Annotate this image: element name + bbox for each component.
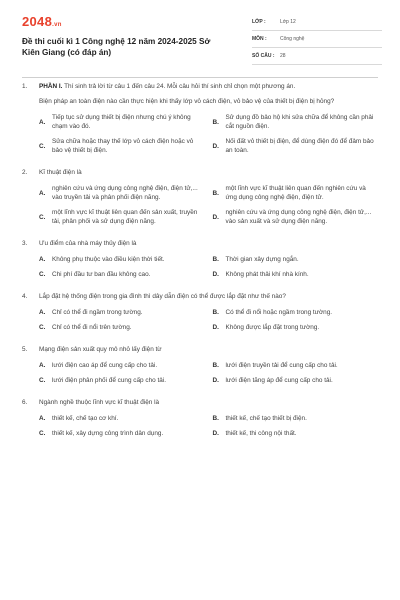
option-letter: B. [212, 118, 219, 126]
option-text: nghiên cứu và ứng dụng công nghệ điện, điện tử,... vào sản xuất và sử dụng điện năng. [225, 209, 372, 225]
answer-option-b[interactable] [213, 361, 379, 370]
answer-option-d[interactable] [213, 429, 379, 438]
option-letter: B. [212, 415, 219, 422]
option-text: thiết kế, chế tạo thiết bị điện. [225, 415, 307, 422]
question-text: Ngành nghề thuộc lĩnh vực kĩ thuật điện là [39, 399, 160, 406]
info-row-class [252, 14, 382, 31]
answer-option-c[interactable] [39, 429, 205, 438]
option-letter: D. [212, 430, 219, 437]
question-text: Lắp đặt hệ thống điện trong gia đình thì dây dẫn điện có thể được lắp đặt như thế nào? [39, 293, 286, 300]
answer-option-b[interactable] [213, 255, 379, 264]
answer-option-a[interactable] [39, 184, 205, 202]
option-text: lưới điện tăng áp để cung cấp cho tải. [225, 377, 333, 384]
answer-options [22, 113, 378, 155]
answer-option-a[interactable] [39, 414, 205, 423]
option-letter: C. [39, 213, 46, 221]
question-item [22, 345, 378, 385]
option-text: Chi phí đầu tư ban đầu không cao. [52, 271, 151, 278]
answer-option-a[interactable] [39, 255, 205, 264]
answer-option-d[interactable] [213, 323, 379, 332]
answer-option-c[interactable] [39, 376, 205, 385]
option-text: lưới điện truyền tải để cung cấp cho tải. [225, 362, 338, 369]
logo-text: 2048 [22, 14, 53, 29]
question-list [22, 82, 378, 438]
option-text: Không phát thải khí nhà kính. [225, 271, 309, 278]
info-value: Công nghệ [280, 36, 305, 42]
question-number [22, 97, 39, 106]
option-text: một lĩnh vực kĩ thuật liên quan đến nghiên cứu và ứng dụng công nghệ điện, điện tử. [225, 185, 366, 201]
option-letter: B. [212, 256, 219, 263]
answer-option-c[interactable] [39, 270, 205, 279]
question-item [22, 239, 378, 279]
answer-option-b[interactable] [213, 184, 379, 202]
option-letter: B. [212, 362, 219, 369]
option-text: Tiếp tục sử dụng thiết bị điện nhưng chú ý không chạm vào đó. [52, 114, 191, 130]
question-item [22, 398, 378, 438]
question-item [22, 292, 378, 332]
option-text: nghiên cứu và ứng dụng công nghệ điện, điện tử,... vào truyền tải và phân phối điện năng. [52, 185, 198, 201]
info-row-subject [252, 31, 382, 48]
question-number: 3. [22, 240, 28, 247]
answer-option-c[interactable] [39, 323, 205, 332]
option-letter: B. [212, 309, 219, 316]
question-text: Kĩ thuật điện là [39, 169, 82, 176]
option-text: Không phụ thuộc vào điều kiện thời tiết. [52, 256, 165, 263]
answer-option-a[interactable] [39, 361, 205, 370]
question-text: Biện pháp an toàn điện nào cần thực hiện khi thấy lớp vỏ cách điện, vỏ bảo vệ của thiết bị điện bị hỏng? [39, 98, 335, 105]
option-letter: C. [39, 377, 46, 384]
option-text: Nối đất vỏ thiết bị điện, để dùng điện đó để đảm bảo an toàn. [225, 138, 374, 154]
header [22, 14, 382, 84]
option-letter: D. [212, 213, 219, 221]
answer-option-b[interactable] [213, 113, 379, 131]
answer-options [22, 414, 378, 438]
info-value: Lớp 12 [280, 19, 296, 25]
answer-options [22, 308, 378, 332]
answer-option-a[interactable] [39, 113, 205, 131]
answer-option-d[interactable] [213, 208, 379, 226]
answer-options [22, 255, 378, 279]
option-text: Thời gian xây dựng ngắn. [225, 256, 299, 263]
header-divider [22, 77, 378, 78]
site-logo[interactable] [22, 14, 62, 29]
question-number: 2. [22, 169, 28, 176]
option-letter: A. [39, 118, 46, 126]
answer-options [22, 184, 378, 226]
answer-option-d[interactable] [213, 376, 379, 385]
option-text: thiết kế, thi công nội thất. [225, 430, 297, 437]
logo-suffix: .vn [52, 22, 62, 28]
option-letter: C. [39, 271, 46, 278]
answer-option-b[interactable] [213, 414, 379, 423]
option-letter: A. [39, 189, 46, 197]
question-number: 5. [22, 346, 28, 353]
answer-option-d[interactable] [213, 270, 379, 279]
info-row-question-count [252, 48, 382, 65]
info-label: SỐ CÂU : [252, 53, 275, 59]
option-text: một lĩnh vực kĩ thuật liên quan đến sản xuất, truyền tải, phân phối và sử dụng điện năng. [52, 209, 198, 225]
option-letter: D. [212, 271, 219, 278]
option-letter: C. [39, 324, 46, 331]
option-text: Chỉ có thể đi nổi trên tường. [52, 324, 132, 331]
answer-option-b[interactable] [213, 308, 379, 317]
question-number: 4. [22, 293, 28, 300]
info-label: MÔN : [252, 36, 267, 42]
option-text: thiết kế, chế tạo cơ khí. [52, 415, 119, 422]
question-text: Mạng điện sản xuất quy mô nhỏ lấy điện từ [39, 346, 162, 353]
option-letter: A. [39, 309, 46, 316]
answer-option-d[interactable] [213, 137, 379, 155]
exam-info-box [252, 14, 382, 65]
info-label: LỚP : [252, 19, 266, 25]
option-letter: D. [212, 377, 219, 384]
option-letter: D. [212, 324, 219, 331]
part-title: PHẦN I. [39, 83, 63, 90]
question-item [22, 168, 378, 226]
option-text: Chỉ có thể đi ngầm trong tường. [52, 309, 143, 316]
option-letter: C. [39, 430, 46, 437]
option-text: lưới điện phân phối để cung cấp cho tải. [52, 377, 166, 384]
option-letter: A. [39, 362, 46, 369]
option-text: Có thể đi nổi hoặc ngầm trong tường. [225, 309, 333, 316]
answer-option-a[interactable] [39, 308, 205, 317]
option-letter: A. [39, 256, 46, 263]
answer-option-c[interactable] [39, 137, 205, 155]
exam-title: Đề thi cuối kì 1 Công nghệ 12 năm 2024-2025 Sở Kiên Giang (có đáp án) [22, 37, 211, 57]
option-text: Sử dụng đồ bảo hộ khi sửa chữa để không cần phải cắt nguồn điện. [225, 114, 374, 130]
info-value: 28 [280, 53, 286, 59]
option-letter: C. [39, 142, 46, 150]
option-letter: B. [212, 189, 219, 197]
question-text: Ưu điểm của nhà máy thủy điện là [39, 240, 137, 247]
part-number: 1. [22, 83, 28, 90]
answer-option-c[interactable] [39, 208, 205, 226]
part-heading [22, 82, 378, 91]
answer-options [22, 361, 378, 385]
option-text: thiết kế, xây dựng công trình dân dụng. [52, 430, 164, 437]
question-item [22, 97, 378, 155]
option-text: Không được lắp đặt trong tường. [225, 324, 320, 331]
option-letter: A. [39, 415, 46, 422]
option-text: lưới điện cao áp để cung cấp cho tải. [52, 362, 158, 369]
option-text: Sửa chữa hoặc thay thế lớp vỏ cách điện hoặc vỏ bảo vệ thiết bị điện. [52, 138, 194, 154]
part-instruction: Thí sinh trả lời từ câu 1 đến câu 24. Mỗi câu hỏi thí sinh chỉ chọn một phương án. [62, 83, 296, 90]
question-number: 6. [22, 399, 28, 406]
option-letter: D. [212, 142, 219, 150]
